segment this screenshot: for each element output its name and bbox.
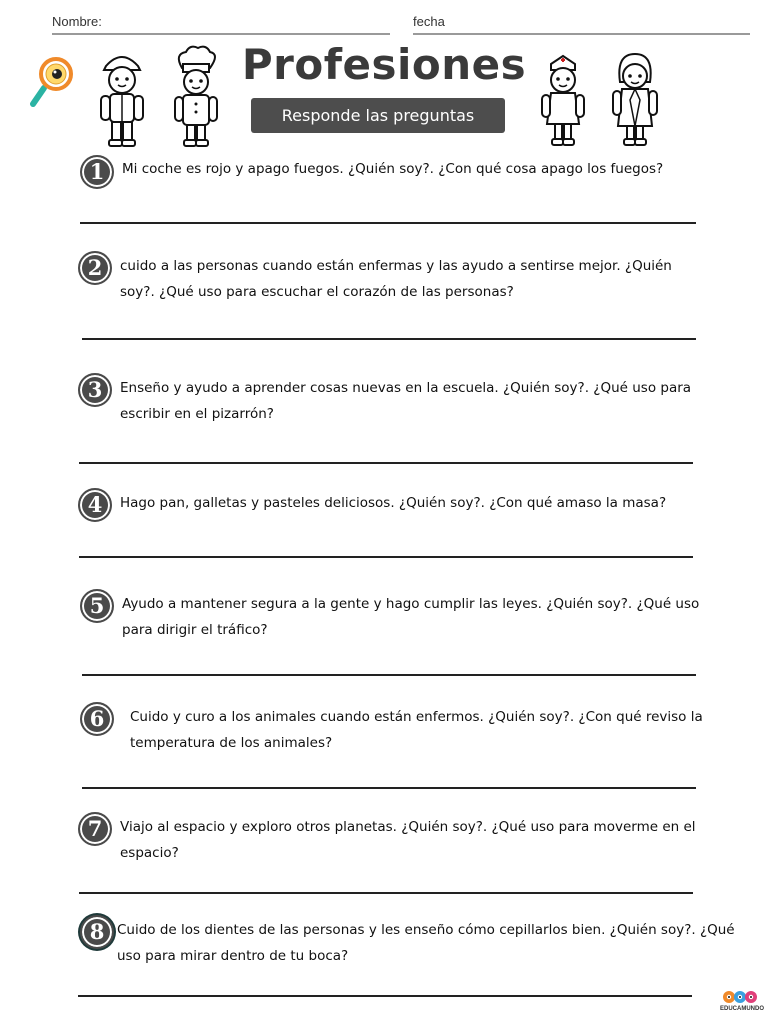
answer-line-3[interactable]	[79, 462, 693, 464]
subtitle-banner: Responde las preguntas	[251, 98, 505, 133]
nurse-icon	[536, 50, 590, 150]
question-text-2: cuido a las personas cuando están enfermas y las ayudo a sentirse mejor. ¿Quién soy?. ¿Qué uso para escuchar el corazón de las personas?	[120, 258, 672, 300]
chef-icon	[166, 44, 226, 150]
construction-worker-icon	[92, 48, 152, 150]
educamundo-logo	[720, 988, 764, 1016]
question-text-3: Enseño y ayudo a aprender cosas nuevas en la escuela. ¿Quién soy?. ¿Qué uso para escribir en el pizarrón?	[120, 380, 692, 422]
answer-line-2[interactable]	[82, 338, 696, 340]
question-number-6: 6	[80, 702, 114, 736]
question-text-4: Hago pan, galletas y pasteles deliciosos. ¿Quién soy?. ¿Con qué amaso la masa?	[120, 495, 667, 511]
answer-line-4[interactable]	[79, 556, 693, 558]
name-line[interactable]	[52, 33, 390, 35]
question-number-3: 3	[78, 373, 112, 407]
question-text-1: Mi coche es rojo y apago fuegos. ¿Quién soy?. ¿Con qué cosa apago los fuegos?	[122, 161, 664, 177]
teacher-icon	[606, 48, 664, 150]
logo-text: EDUCAMUNDO	[720, 1006, 764, 1012]
question-text-8: Cuido de los dientes de las personas y les enseño cómo cepillarlos bien. ¿Quién soy?. ¿Qué uso para mirar dentro de tu boca?	[117, 922, 735, 964]
question-number-2: 2	[78, 251, 112, 285]
date-label: fecha	[413, 14, 445, 29]
question-number-7: 7	[78, 812, 112, 846]
date-line[interactable]	[413, 33, 750, 35]
answer-line-6[interactable]	[82, 787, 696, 789]
question-number-5: 5	[80, 589, 114, 623]
question-number-1: 1	[80, 155, 114, 189]
answer-line-5[interactable]	[82, 674, 696, 676]
page-title: Profesiones	[241, 40, 527, 89]
magnifier-icon	[28, 56, 78, 110]
logo-mascot-icon	[720, 988, 760, 1006]
answer-line-7[interactable]	[79, 892, 693, 894]
question-number-4: 4	[78, 488, 112, 522]
question-text-6: Cuido y curo a los animales cuando están enfermos. ¿Quién soy?. ¿Con qué reviso la temperatura de los animales?	[130, 709, 703, 751]
question-text-5: Ayudo a mantener segura a la gente y hago cumplir las leyes. ¿Quién soy?. ¿Qué uso para dirigir el tráfico?	[122, 596, 700, 638]
question-number-8: 8	[80, 915, 114, 949]
answer-line-1[interactable]	[80, 222, 696, 224]
answer-line-8[interactable]	[78, 995, 692, 997]
question-text-7: Viajo al espacio y exploro otros planetas. ¿Quién soy?. ¿Qué uso para moverme en el espacio?	[120, 819, 696, 861]
name-label: Nombre:	[52, 14, 102, 29]
